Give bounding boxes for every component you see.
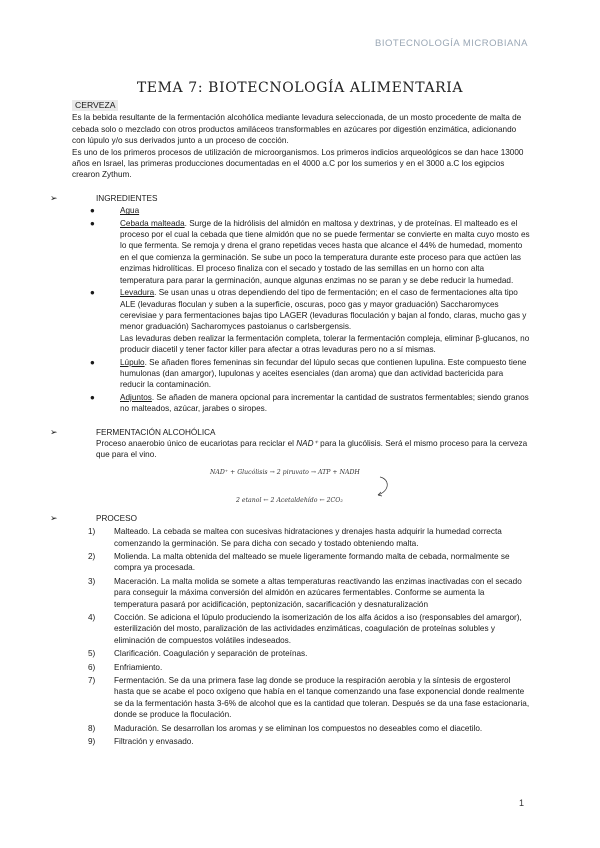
- fermentation-equation: [192, 465, 530, 507]
- step-text: Clarificación. Coagulación y separación de proteínas.: [114, 649, 308, 659]
- nad-symbol: NAD⁺: [296, 438, 318, 448]
- list-item: [72, 675, 530, 721]
- ingredient-term: Lúpulo: [120, 357, 145, 367]
- list-item: [72, 612, 530, 646]
- list-item: [72, 392, 530, 415]
- cerveza-history: Es uno de los primeros procesos de utilización de microorganismos. Los primeros indicios arqueológicos se dan hace 13000 años en Israel, las primeras producciones documentadas en el 4000 a.C por los sumerios y en el 3000 a.C los egipcios crearon Zythum.: [72, 147, 524, 180]
- step-number: 3): [88, 576, 96, 586]
- step-number: 6): [88, 662, 96, 672]
- step-text: Enfriamiento.: [114, 662, 163, 672]
- step-text: Malteado. La cebada se maltea con sucesivas hidrataciones y drenajes hasta adquirir la humedad correcta comenzando la germinación. Se para dicha con secado y tostado obteniendo malta.: [114, 527, 502, 548]
- page-number: 1: [518, 798, 524, 808]
- list-item: [72, 287, 530, 355]
- list-item: [72, 736, 530, 747]
- step-number: 2): [88, 552, 96, 561]
- bullet-dot-icon: ●: [90, 392, 95, 402]
- section-tag-cerveza: CERVEZA: [72, 100, 118, 111]
- step-text: Maceración. La malta molida se somete a altas temperaturas reactivando las enzimas inactivadas con el secado para conseguir la máxima conversión del almidón en azúcares fermentables. Conforme se aumenta la temperatura pasará por acidificación, peptonización, sacarificación y desnaturalización: [114, 576, 522, 609]
- list-item: [72, 551, 530, 574]
- ingredient-term: Adjuntos: [120, 392, 152, 402]
- step-number: 1): [88, 527, 96, 537]
- ingredient-term: Cebada malteada: [120, 218, 185, 228]
- heading-ingredientes-label: INGREDIENTES: [96, 193, 158, 203]
- heading-ingredientes: [50, 192, 530, 204]
- step-number: 9): [88, 737, 96, 747]
- bullet-dot-icon: ●: [90, 206, 95, 216]
- step-text: Filtración y envasado.: [114, 737, 194, 747]
- equation-line-1: NAD⁺ + Glucólisis → 2 piruvato → ATP + NADH: [210, 468, 360, 476]
- ingredient-text: . Se añaden flores femeninas sin fecundar del lúpulo secas que contienen lupulina. Este compuesto tiene humulonas (dan amargor), lupulonas y aceites esenciales (dan aroma) que dan actividad bactericida para reducir la contaminación.: [120, 357, 527, 390]
- ingredient-term: Agua: [120, 206, 140, 216]
- bullet-dot-icon: ●: [90, 288, 95, 298]
- bullet-dot-icon: ●: [90, 218, 95, 228]
- step-number: 8): [88, 723, 96, 733]
- list-item: [72, 218, 530, 286]
- arrow-bullet-icon: ➢: [50, 512, 58, 523]
- heading-fermentacion-label: FERMENTACIÓN ALCOHÓLICA: [96, 427, 216, 437]
- step-text: Maduración. Se desarrollan los aromas y se eliminan los compuestos no deseables como el diacetilo.: [114, 723, 483, 733]
- step-number: 5): [88, 649, 96, 659]
- fermentacion-text-a: Proceso anaerobio único de eucariotas para reciclar el: [96, 438, 297, 448]
- list-item: [72, 205, 530, 216]
- list-item: [72, 357, 530, 391]
- list-item: [72, 723, 530, 734]
- bullet-dot-icon: ●: [90, 357, 95, 367]
- arrow-bullet-icon: ➢: [50, 426, 58, 437]
- ingredient-text: . Surge de la hidrólisis del almidón en maltosa y dextrinas, y de proteínas. El malteado es el proceso por el cual la cebada que tiene almidón que no se puede fermentar se convierte en malta cuyo mosto es lo que fermenta. Se remoja y drena el grano repetidas veces hasta que alcance el 44% de humedad, momento en el que comienza la germinación. Se sube un poco la temperatura durante este proceso para que actúen las enzimas hidrolíticas. El proceso finaliza con el secado y tostado de las semillas en un horno con alta temperatura para parar la germinación, aunque algunas enzimas no se paran y se debe reducir la humedad.: [120, 218, 530, 285]
- step-number: 4): [88, 613, 96, 623]
- ingredient-text: . Se usan unas u otras dependiendo del tipo de fermentación; en el caso de fermentaciones alta tipo ALE (levaduras floculan y suben a la superficie, oscuras, poco gas y mayor graduación) Saccharomyces cerevisiae y para fermentaciones bajas tipo LAGER (levaduras floculación y bajan al fondo, claras, mucho gas y menor graduación) Sacharomyces pastoianus o carlsbergensis.: [120, 288, 527, 332]
- step-text: Fermentación. Se da una primera fase lag donde se produce la respiración aerobia y la síntesis de ergosterol hasta que se acabe el poco oxígeno que había en el tanque comenzando una fase exponencial donde realmente se da la fermentación hasta 3-6% de alcohol que es la cantidad que toleran. Después se da una fase estacionaria, donde se produce la floculación.: [114, 676, 530, 720]
- step-text: Cocción. Se adiciona el lúpulo produciendo la isomerización de los alfa ácidos a iso (responsables del amargor), esterilización del mosto, paralización de las actividades enzimáticas, coagulación de proteínas solubles y eliminación de compuestos volátiles indeseados.: [114, 613, 522, 645]
- heading-proceso-label: PROCESO: [96, 513, 137, 523]
- document-body: [50, 100, 530, 748]
- ingredient-text: . Se añaden de manera opcional para incrementar la cantidad de sustratos fermentables; siendo granos no malteados, azúcar, jarabes o siropes.: [120, 392, 529, 414]
- running-header: BIOTECNOLOGÍA MICROBIANA: [375, 38, 528, 49]
- fermentacion-text-b: para la glucólisis. Será el mismo proceso para la cerveza que para el vino.: [96, 438, 528, 460]
- step-number: 7): [88, 676, 96, 686]
- fermentacion-text: [72, 438, 530, 461]
- cerveza-definition: Es la bebida resultante de la fermentación alcohólica mediante levadura seleccionada, de un mosto procedente de malta de cebada solo o mezclado con otros productos amiláceos transformables en azúcares por digestión enzimática, adicionando con lúpulo y/o sus derivados junto a un proceso de cocción.: [72, 113, 522, 146]
- heading-fermentacion: [50, 426, 530, 438]
- heading-proceso: [50, 512, 530, 524]
- list-item: [72, 648, 530, 659]
- equation-line-2: 2 etanol ← 2 Acetaldehído ← 2CO₂: [236, 496, 343, 504]
- ingredient-extra-text: Las levaduras deben realizar la fermentación completa, tolerar la fermentación compleja, eliminar β-glucanos, no producir diacetil y tener factor killer para afectar a otras levaduras pero no a sí mismas.: [120, 333, 530, 355]
- page-title: TEMA 7: BIOTECNOLOGÍA ALIMENTARIA: [136, 80, 464, 96]
- list-item: [72, 526, 530, 549]
- ingredient-term: Levadura: [120, 288, 155, 298]
- list-item: [72, 662, 530, 673]
- section-cerveza: [72, 100, 530, 181]
- arrow-bullet-icon: ➢: [50, 192, 58, 203]
- list-item: [72, 576, 530, 610]
- step-text: Molienda. La malta obtenida del malteado se muele ligeramente formando malta de cebada, normalmente se compra ya procesada.: [114, 552, 510, 573]
